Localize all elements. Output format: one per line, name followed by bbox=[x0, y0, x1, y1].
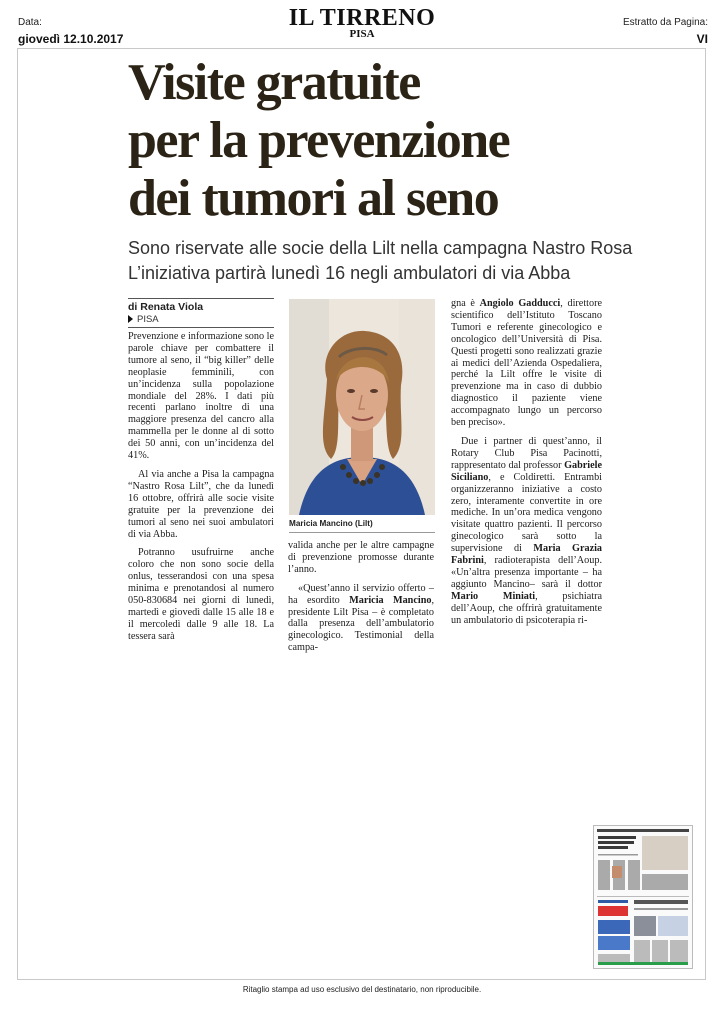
portrait-photo-image bbox=[289, 299, 435, 515]
person-name: Gabriele Siciliano bbox=[451, 459, 602, 483]
article-column-1 bbox=[128, 331, 274, 650]
paragraph: Prevenzione e informazione sono le parole chiave per combattere il tumore al seno, il “big killer” delle neoplasie femminili, con un’incidenza sulla popolazione mondiale del 28%. I dati più recenti parlano inoltre di una maggiore presenza del cancro alla mammella per le donne al di sotto dei 50 anni, con un’incidenza del 41%. bbox=[128, 331, 274, 462]
newspaper-name: IL TIRRENO bbox=[288, 5, 436, 31]
text-run: , e Coldiretti. Entrambi organizzeranno iniziative a costo zero, interamente convertite in ore mediche. In un’ora medica vengono visitate quattro pazienti. Il percorso ginecologico sarà sotto la supervisione di bbox=[451, 471, 602, 555]
subhead-line-2: L’iniziativa partirà lunedì 16 negli ambulatori di via Abba bbox=[128, 263, 571, 283]
byline-divider bbox=[128, 298, 274, 299]
newspaper-edition: PISA bbox=[349, 28, 375, 40]
date-value: giovedì 12.10.2017 bbox=[18, 32, 124, 46]
page-thumbnail-image bbox=[594, 826, 692, 968]
page-thumbnail bbox=[593, 825, 693, 969]
person-name: Maria Grazia Fabrini bbox=[451, 543, 603, 567]
dateline bbox=[128, 314, 159, 325]
article-headline bbox=[128, 54, 648, 228]
paragraph: Potranno usufruirne anche coloro che non sono socie della onlus, tesserandosi con una spesa minima e prenotandosi al numero 050-830684 nei giorni di lunedì, martedì e giovedì dalle 15 alle 18 e il mercoledì dalle 9 alle 18. La tessera sarà bbox=[128, 547, 274, 642]
paragraph: valida anche per le altre campagne di prevenzione promosse durante l’anno. bbox=[288, 540, 434, 575]
newspaper-masthead bbox=[262, 6, 462, 40]
date-label: Data: bbox=[18, 17, 42, 28]
text-run: , radioterapista dell’Aoup. «Un’altra presenza importante – ha aggiunto Mancino– sarà il dottor bbox=[451, 555, 602, 590]
text-run: Due i partner di quest’anno, il Rotary Club Pisa Pacinotti, rappresentato dal professor bbox=[451, 435, 602, 471]
paragraph bbox=[288, 583, 434, 654]
paragraph bbox=[451, 436, 602, 627]
person-name: Mario Miniati bbox=[451, 590, 536, 602]
subhead-line-1: Sono riservate alle socie della Lilt nella campagna Nastro Rosa bbox=[128, 238, 633, 258]
paragraph bbox=[451, 298, 602, 429]
triangle-marker-icon bbox=[128, 315, 133, 323]
photo-caption: Maricia Mancino (Lilt) bbox=[289, 519, 373, 528]
article-subhead bbox=[128, 236, 633, 286]
text-run: «Quest’anno il servizio offerto – ha esordito bbox=[288, 582, 434, 606]
portrait-photo bbox=[289, 299, 435, 515]
person-name: Angiolo Gadducci bbox=[479, 298, 561, 309]
footer-disclaimer: Ritaglio stampa ad uso esclusivo del destinatario, non riproducibile. bbox=[242, 985, 482, 994]
headline-line-1: Visite gratuite bbox=[128, 54, 420, 111]
paragraph: Al via anche a Pisa la campagna “Nastro Rosa Lilt”, che da lunedì 16 ottobre, offrirà alle socie visite gratuite per la prevenzione dei tumori al seno nei suoi ambulatori di via Abba. bbox=[128, 468, 274, 540]
page-label: Estratto da Pagina: bbox=[622, 17, 708, 28]
person-name: Maricia Mancino bbox=[349, 594, 432, 606]
dateline-location: PISA bbox=[137, 314, 159, 325]
caption-divider bbox=[289, 532, 435, 533]
text-run: , psichiatra dell’Aoup, che offrirà gratuitamente un ambulatorio di psicoterapia ri- bbox=[451, 590, 602, 626]
article-column-2 bbox=[288, 540, 434, 661]
headline-line-2: per la prevenzione bbox=[128, 112, 510, 169]
text-run: , direttore scientifico dell’Istituto Toscano Tumori e referente ginecologico e oncologico dell’Università di Pisa. Questi progetti sono realizzati grazie ai medici dell’Azienda Ospedaliera, perché la Lilt offre le visite di prevenzione ma in caso di dubbio diagnostico il paziente viene accompagnato lungo un percorso ben preciso». bbox=[451, 298, 602, 429]
article-column-3 bbox=[451, 298, 602, 633]
text-run: gna è bbox=[451, 298, 480, 309]
dateline-divider bbox=[128, 327, 274, 328]
text-run: , presidente Lilt Pisa – è completato dalla presenza dell’ambulatorio ginecologico. Testimonial della campa- bbox=[288, 594, 435, 654]
byline: di Renata Viola bbox=[128, 301, 204, 313]
headline-line-3: dei tumori al seno bbox=[128, 170, 499, 227]
page-value: VI bbox=[696, 32, 708, 46]
